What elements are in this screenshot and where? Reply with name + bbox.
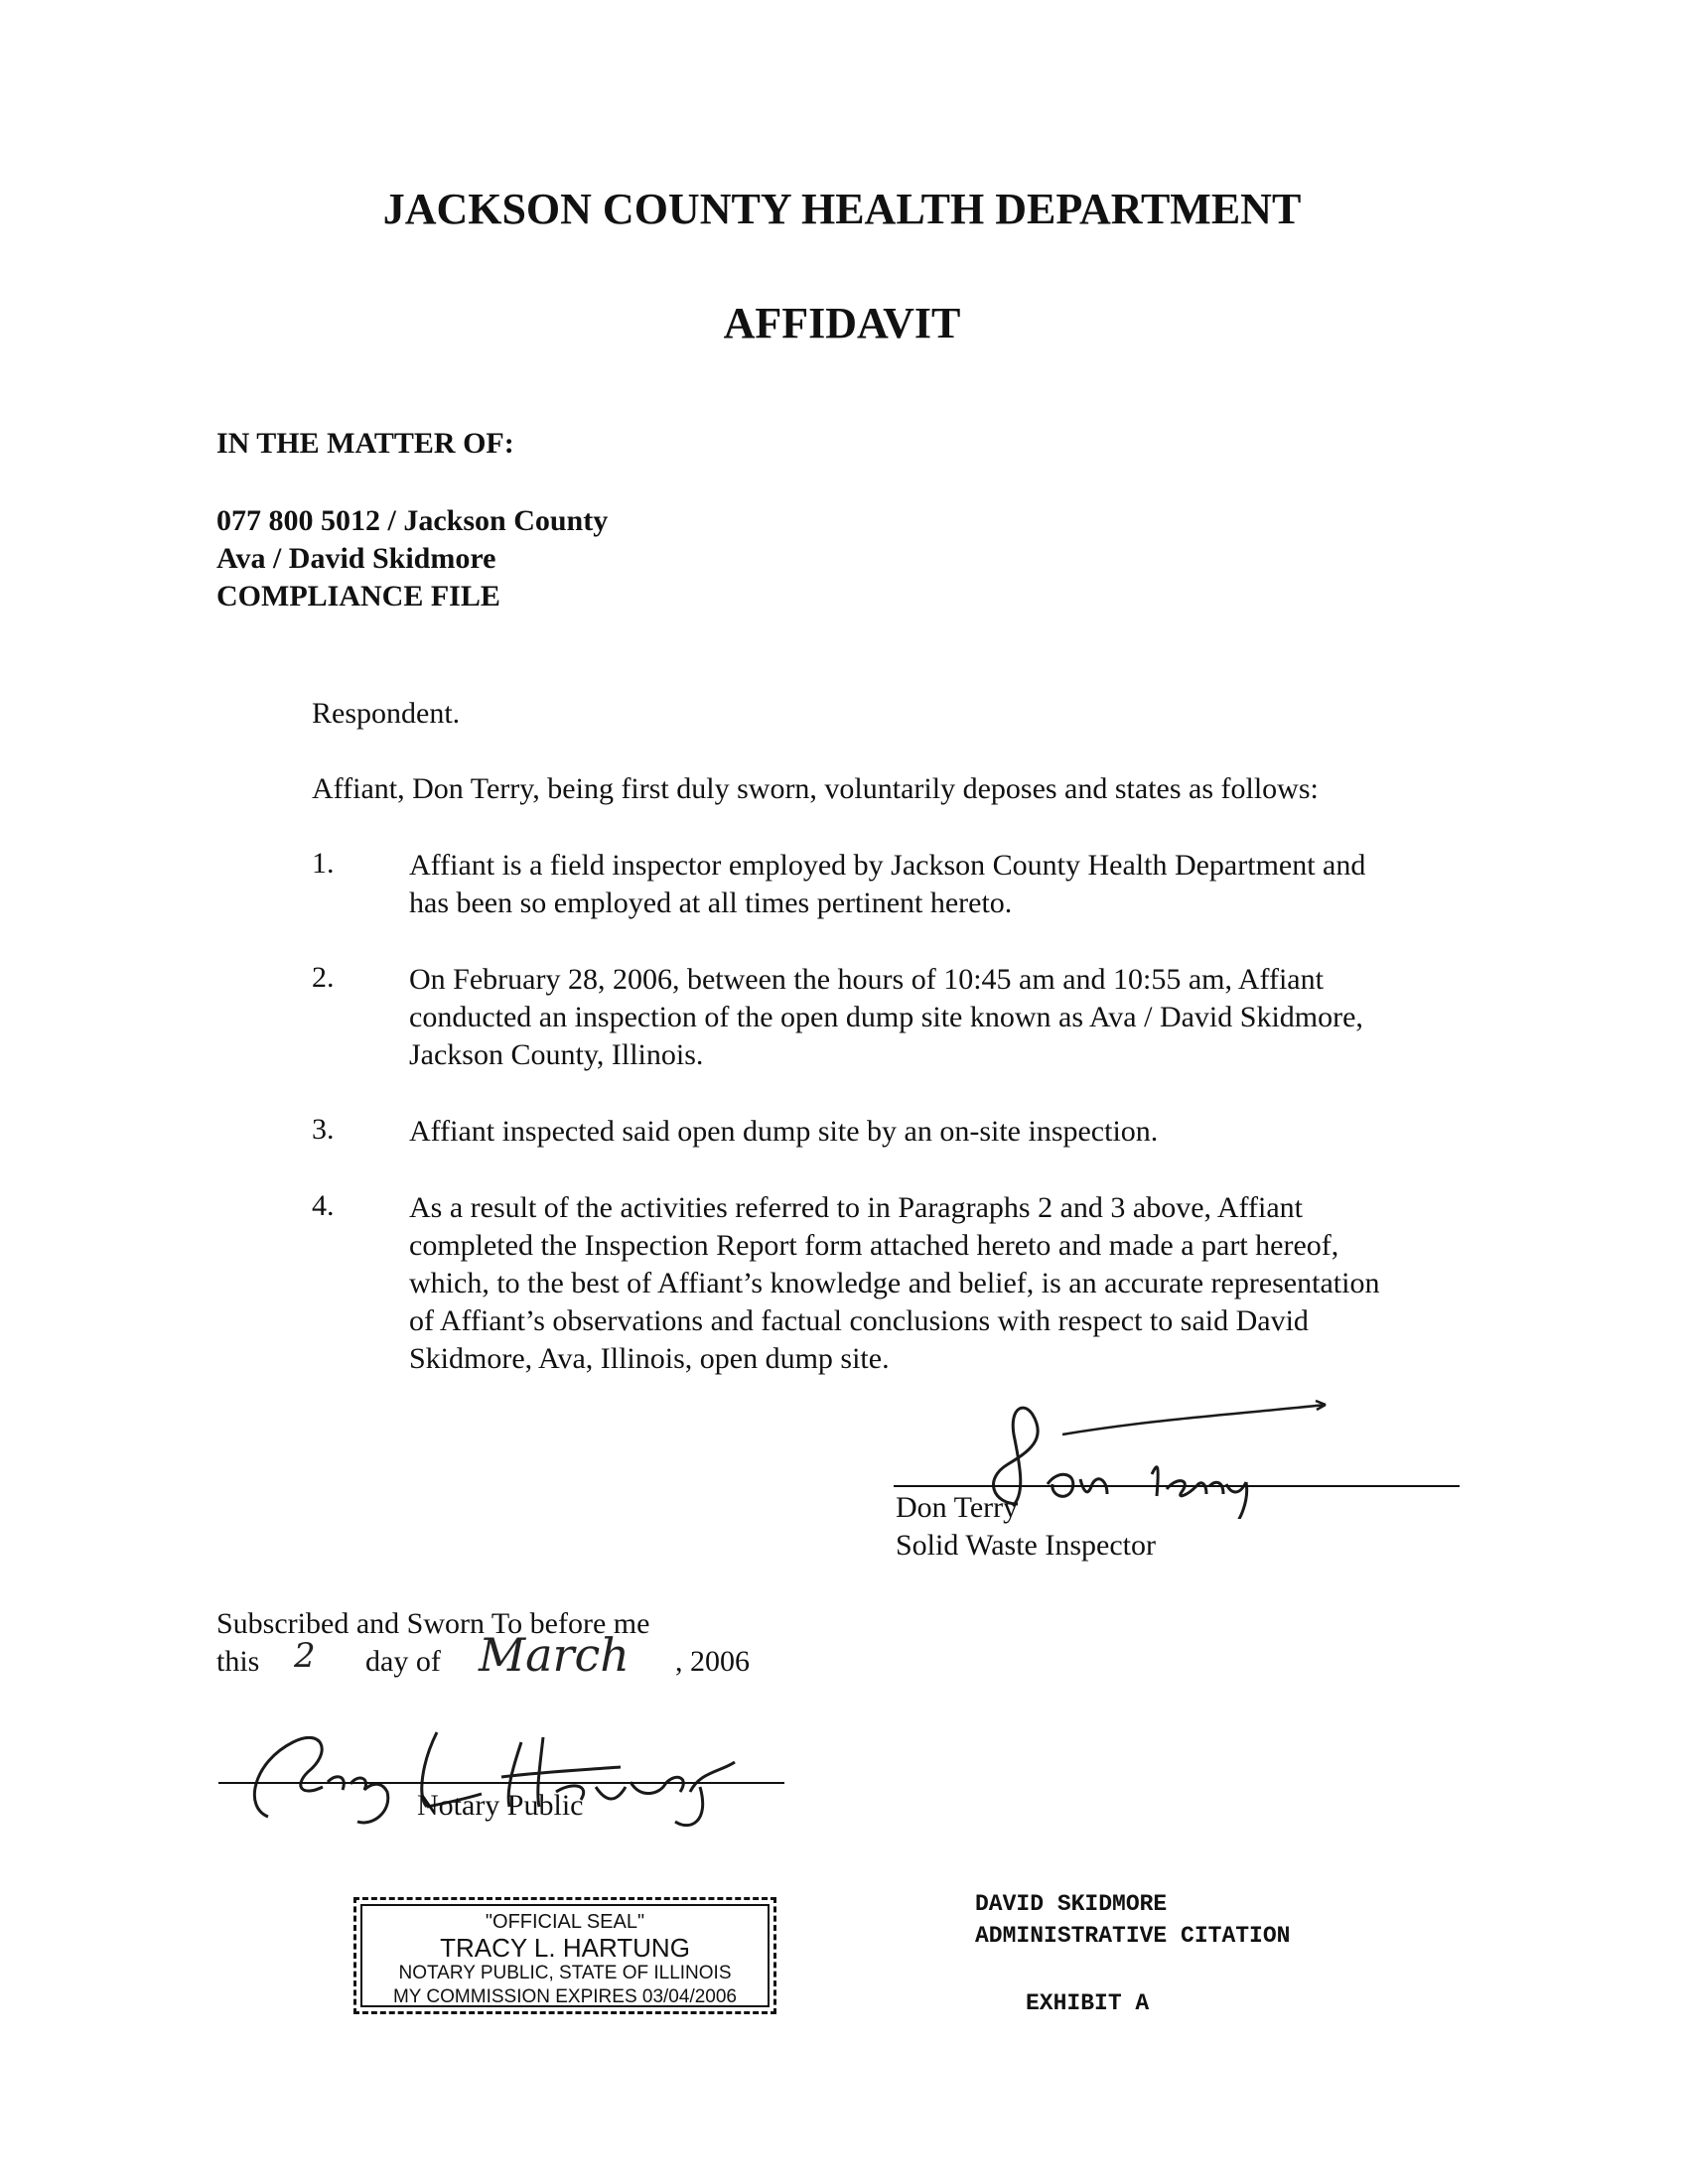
matter-line-1: 077 800 5012 / Jackson County: [216, 504, 609, 537]
paragraph-number: 2.: [312, 961, 335, 994]
department-title: JACKSON COUNTY HEALTH DEPARTMENT: [382, 185, 1302, 233]
matter-label: IN THE MATTER OF:: [216, 427, 514, 460]
paragraph-line: On February 28, 2006, between the hours of 10:45 am and 10:55 am, Affiant: [409, 963, 1324, 996]
seal-jurisdiction: NOTARY PUBLIC, STATE OF ILLINOIS: [398, 1963, 732, 1983]
sworn-year: , 2006: [675, 1645, 750, 1678]
exhibit-letter: EXHIBIT A: [1026, 1990, 1150, 2016]
affiant-name: Don Terry: [896, 1491, 1019, 1524]
sworn-day-of-label: day of: [365, 1645, 441, 1678]
paragraph-line: Skidmore, Ava, Illinois, open dump site.: [409, 1342, 890, 1375]
seal-heading: "OFFICIAL SEAL": [485, 1911, 645, 1933]
paragraph-number: 1.: [312, 847, 335, 880]
paragraph-line: Affiant inspected said open dump site by an on-site inspection.: [409, 1115, 1159, 1148]
seal-notary-name: TRACY L. HARTUNG: [440, 1933, 690, 1963]
document-type-title: AFFIDAVIT: [723, 299, 961, 347]
paragraph-line: Jackson County, Illinois.: [409, 1038, 704, 1071]
paragraph-line: completed the Inspection Report form attached hereto and made a part hereof,: [409, 1229, 1339, 1262]
paragraph-line: of Affiant’s observations and factual conclusions with respect to said David: [409, 1304, 1309, 1337]
paragraph-line: which, to the best of Affiant’s knowledge and belief, is an accurate representation: [409, 1267, 1380, 1299]
official-notary-seal: [353, 1897, 776, 2014]
matter-line-3: COMPLIANCE FILE: [216, 580, 500, 613]
paragraph-number: 4.: [312, 1189, 335, 1222]
exhibit-citation: ADMINISTRATIVE CITATION: [975, 1923, 1291, 1949]
paragraph-number: 3.: [312, 1113, 335, 1146]
paragraph-line: conducted an inspection of the open dump site known as Ava / David Skidmore,: [409, 1001, 1363, 1033]
seal-commission-expiry: MY COMMISSION EXPIRES 03/04/2006: [392, 1986, 737, 2007]
notary-signature-line: [218, 1782, 784, 1784]
sworn-this-label: this: [216, 1645, 260, 1678]
intro-statement: Affiant, Don Terry, being first duly sworn, voluntarily deposes and states as follows:: [312, 772, 1319, 805]
respondent-label: Respondent.: [312, 697, 461, 730]
exhibit-respondent: DAVID SKIDMORE: [975, 1891, 1168, 1917]
paragraph-line: As a result of the activities referred to in Paragraphs 2 and 3 above, Affiant: [409, 1191, 1303, 1224]
sworn-month-handwritten: March: [479, 1628, 630, 1682]
affiant-title: Solid Waste Inspector: [896, 1529, 1156, 1562]
sworn-day-handwritten: 2: [294, 1636, 316, 1676]
affiant-signature-line: [894, 1485, 1460, 1487]
paragraph-line: has been so employed at all times pertinent hereto.: [409, 887, 1013, 919]
notary-public-label: Notary Public: [417, 1789, 584, 1822]
sworn-statement: Subscribed and Sworn To before me: [216, 1607, 650, 1640]
paragraph-line: Affiant is a field inspector employed by Jackson County Health Department and: [409, 849, 1366, 882]
matter-line-2: Ava / David Skidmore: [216, 542, 496, 575]
